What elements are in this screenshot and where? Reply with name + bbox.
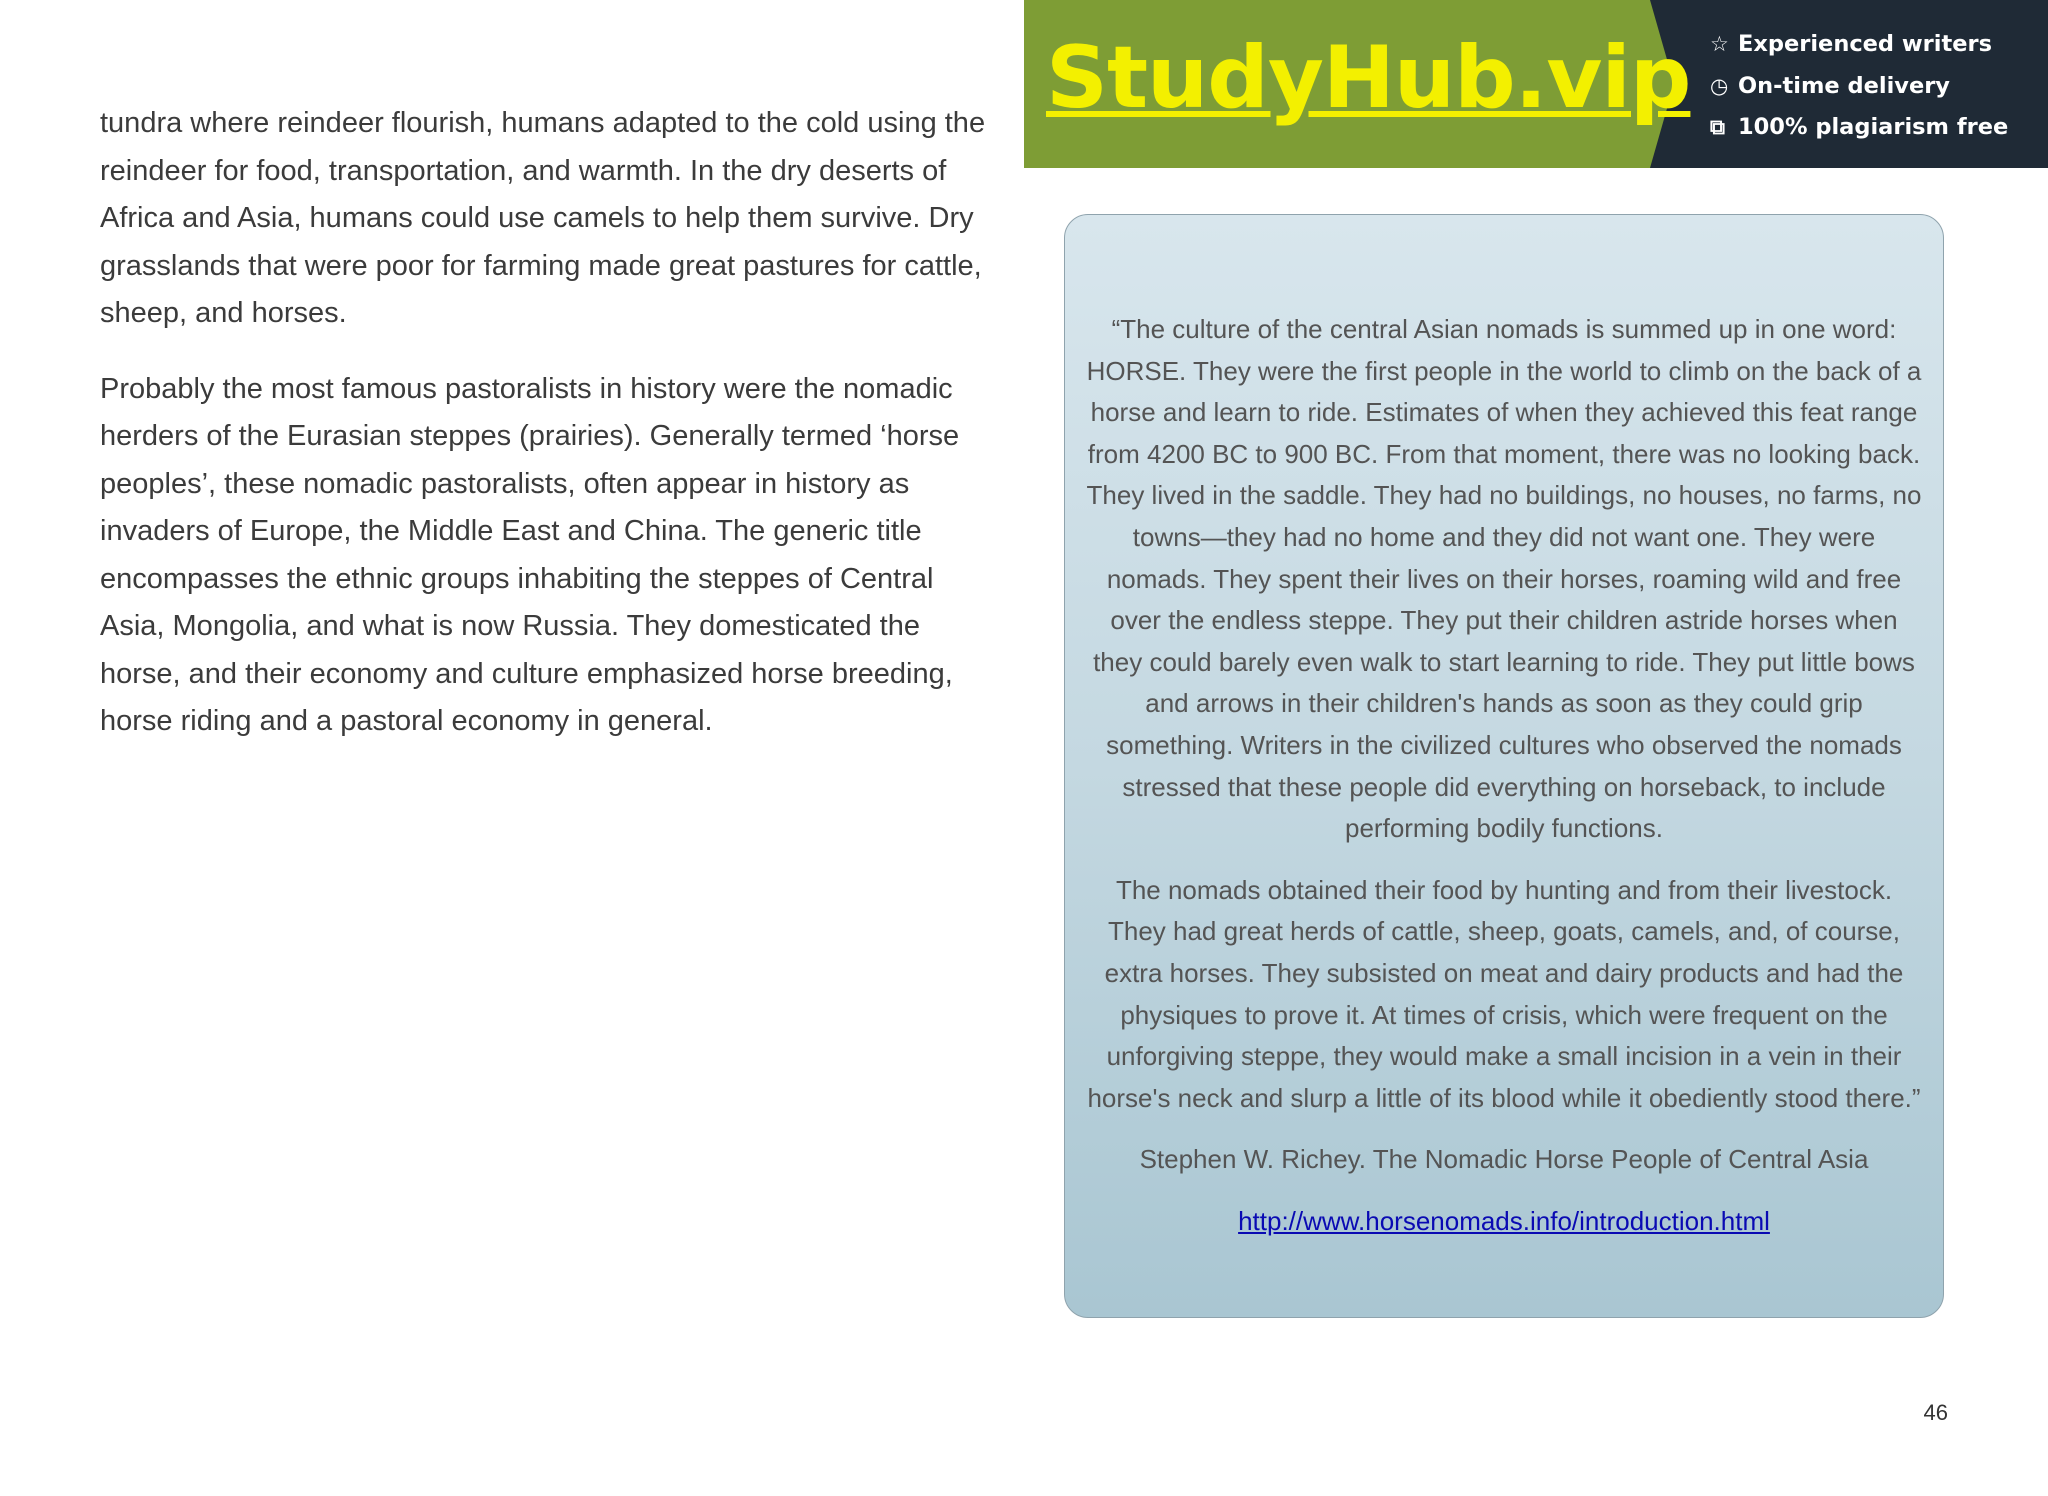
- body-text-column: [100, 100, 990, 774]
- source-link[interactable]: http://www.horsenomads.info/introduction.html: [1238, 1205, 1770, 1236]
- body-paragraph-1: tundra where reindeer flourish, humans adapted to the cold using the reindeer for food, transportation, and warmth. In the dry deserts of Africa and Asia, humans could use camels to help them survive. Dry grasslands that were poor for farming made great pastures for cattle, sheep, and horses.: [100, 107, 986, 329]
- feature-experienced-writers: [1710, 24, 2008, 66]
- clock-icon: ◷: [1710, 73, 1729, 98]
- quote-paragraph-1: “The culture of the central Asian nomads is summed up in one word: HORSE. They were the first people in the world to climb on the back of a horse and learn to ride. Estimates of when they achieved this feat range from 4200 BC to 900 BC. From that moment, there was no looking back. They lived in the saddle. They had no buildings, no houses, no farms, no towns—they had no home and they did not want one. They were nomads. They spent their lives on their horses, roaming wild and free over the endless steppe. They put their children astride horses when they could barely even walk to start learning to ride. They put little bows and arrows in their children's hands as soon as they could grip something. Writers in the civilized cultures who observed the nomads stressed that these people did everything on horseback, to include performing bodily functions.: [1086, 314, 1922, 844]
- studyhub-logo[interactable]: StudyHub.vip: [1046, 28, 1691, 128]
- banner-feature-list: [1710, 24, 2008, 149]
- quote-box: [1064, 214, 1944, 1318]
- feature-plagiarism-free: [1710, 107, 2008, 149]
- copy-icon: ⧉: [1710, 115, 1725, 139]
- star-icon: ☆: [1710, 32, 1729, 56]
- studyhub-banner[interactable]: [1024, 0, 2048, 168]
- quote-source-line: [1085, 1201, 1923, 1243]
- feature-label: On-time delivery: [1738, 72, 1950, 99]
- feature-label: Experienced writers: [1738, 31, 1992, 57]
- page-number: 46: [1923, 1400, 1948, 1425]
- feature-on-time-delivery: [1710, 66, 2008, 108]
- feature-label: 100% plagiarism free: [1738, 114, 2009, 140]
- body-paragraph-2: Probably the most famous pastoralists in history were the nomadic herders of the Eurasian steppes (prairies). Generally termed ‘horse peoples’, these nomadic pastoralists, often appear in history as invaders of Europe, the Middle East and China. The generic title encompasses the ethnic groups inhabiting the steppes of Central Asia, Mongolia, and what is now Russia. They domesticated the horse, and their economy and culture emphasized horse breeding, horse riding and a pastoral economy in general.: [100, 372, 960, 737]
- quote-attribution: Stephen W. Richey. The Nomadic Horse People of Central Asia: [1139, 1144, 1869, 1175]
- quote-paragraph-2: The nomads obtained their food by hunting and from their livestock. They had great herds of cattle, sheep, goats, camels, and, of course, extra horses. They subsisted on meat and dairy products and had the physiques to prove it. At times of crisis, which were frequent on the unforgiving steppe, they would make a small incision in a vein in their horse's neck and slurp a little of its blood while it obediently stood there.”: [1087, 874, 1921, 1113]
